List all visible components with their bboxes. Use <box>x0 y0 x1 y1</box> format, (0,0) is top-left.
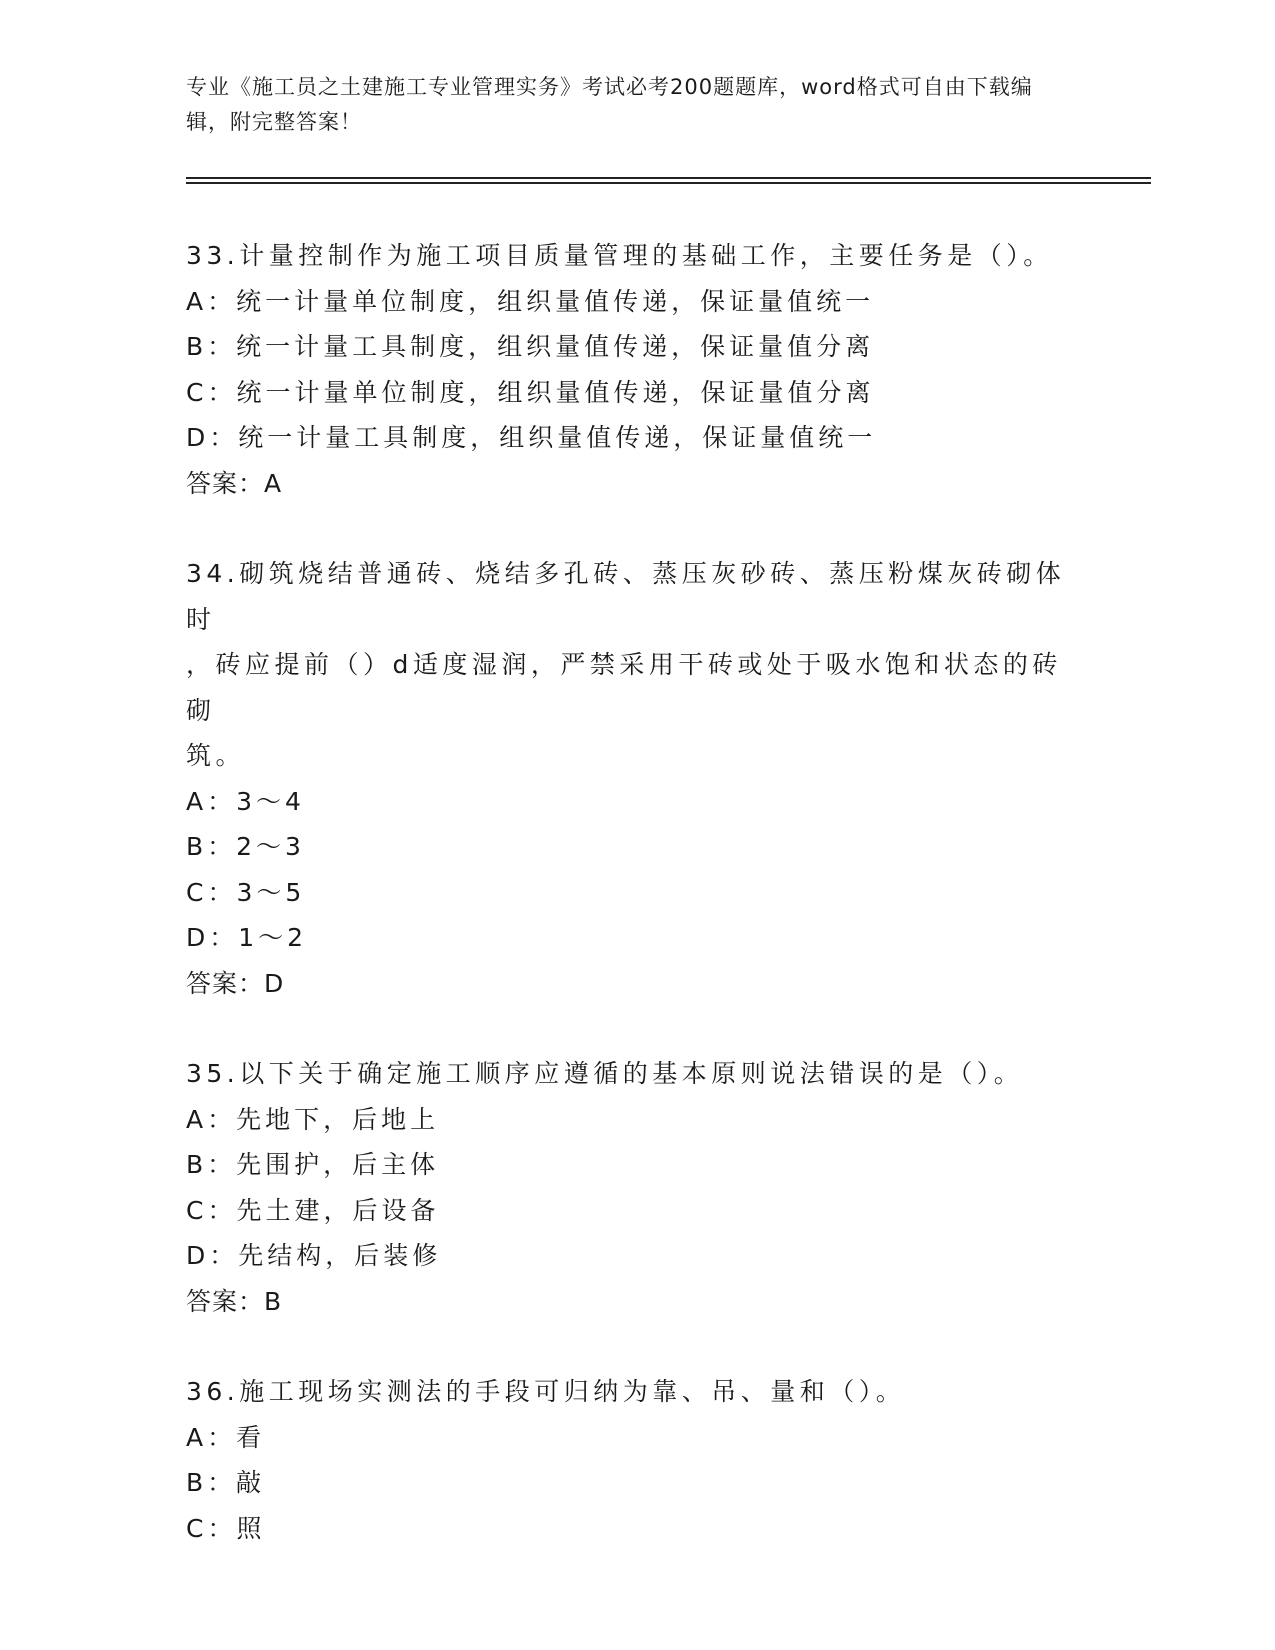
option-d: D：统一计量工具制度，组织量值传递，保证量值统一 <box>186 423 877 452</box>
question-33 <box>186 233 1086 506</box>
option-d: D：先结构，后装修 <box>186 1241 442 1270</box>
stem-line: 33.计量控制作为施工项目质量管理的基础工作，主要任务是（）。 <box>186 241 1053 270</box>
header-divider-top <box>186 177 1151 179</box>
stem-line: 34.砌筑烧结普通砖、烧结多孔砖、蒸压灰砂砖、蒸压粉煤灰砖砌体时 <box>186 559 1066 634</box>
option-d: D：1～2 <box>186 923 308 952</box>
answer: 答案：D <box>186 968 285 998</box>
question-stem <box>186 1369 1086 1415</box>
question-stem <box>186 551 1086 779</box>
question-34 <box>186 551 1086 1006</box>
answer: 答案：B <box>186 1286 283 1316</box>
document-header: 专业《施工员之土建施工专业管理实务》考试必考200题题库，word格式可自由下载编辑，附完整答案！ <box>186 75 1033 134</box>
header-divider-bottom <box>186 182 1151 184</box>
stem-line: 36.施工现场实测法的手段可归纳为靠、吊、量和（）。 <box>186 1377 906 1406</box>
question-stem <box>186 1051 1086 1097</box>
option-a: A：统一计量单位制度，组织量值传递，保证量值统一 <box>186 286 875 316</box>
option-c: C：照 <box>186 1513 266 1543</box>
option-b: B：敲 <box>186 1468 266 1497</box>
option-a: A：先地下，后地上 <box>186 1104 440 1134</box>
question-35 <box>186 1051 1086 1324</box>
answer: 答案：A <box>186 468 283 498</box>
stem-line: 筑。 <box>186 741 246 770</box>
option-b: B：先围护，后主体 <box>186 1150 440 1179</box>
question-stem <box>186 233 1086 279</box>
option-c: C：先土建，后设备 <box>186 1195 440 1225</box>
option-b: B：统一计量工具制度，组织量值传递，保证量值分离 <box>186 332 875 361</box>
question-36 <box>186 1369 1086 1551</box>
option-c: C：统一计量单位制度，组织量值传递，保证量值分离 <box>186 377 875 407</box>
option-a: A：看 <box>186 1422 266 1452</box>
stem-line: 35.以下关于确定施工顺序应遵循的基本原则说法错误的是（）。 <box>186 1059 1024 1088</box>
question-list <box>186 233 1086 1596</box>
option-c: C：3～5 <box>186 877 306 907</box>
option-b: B：2～3 <box>186 832 305 861</box>
option-a: A：3～4 <box>186 786 305 816</box>
stem-line: ，砖应提前（）d适度湿润，严禁采用干砖或处于吸水饱和状态的砖砌 <box>186 650 1062 725</box>
